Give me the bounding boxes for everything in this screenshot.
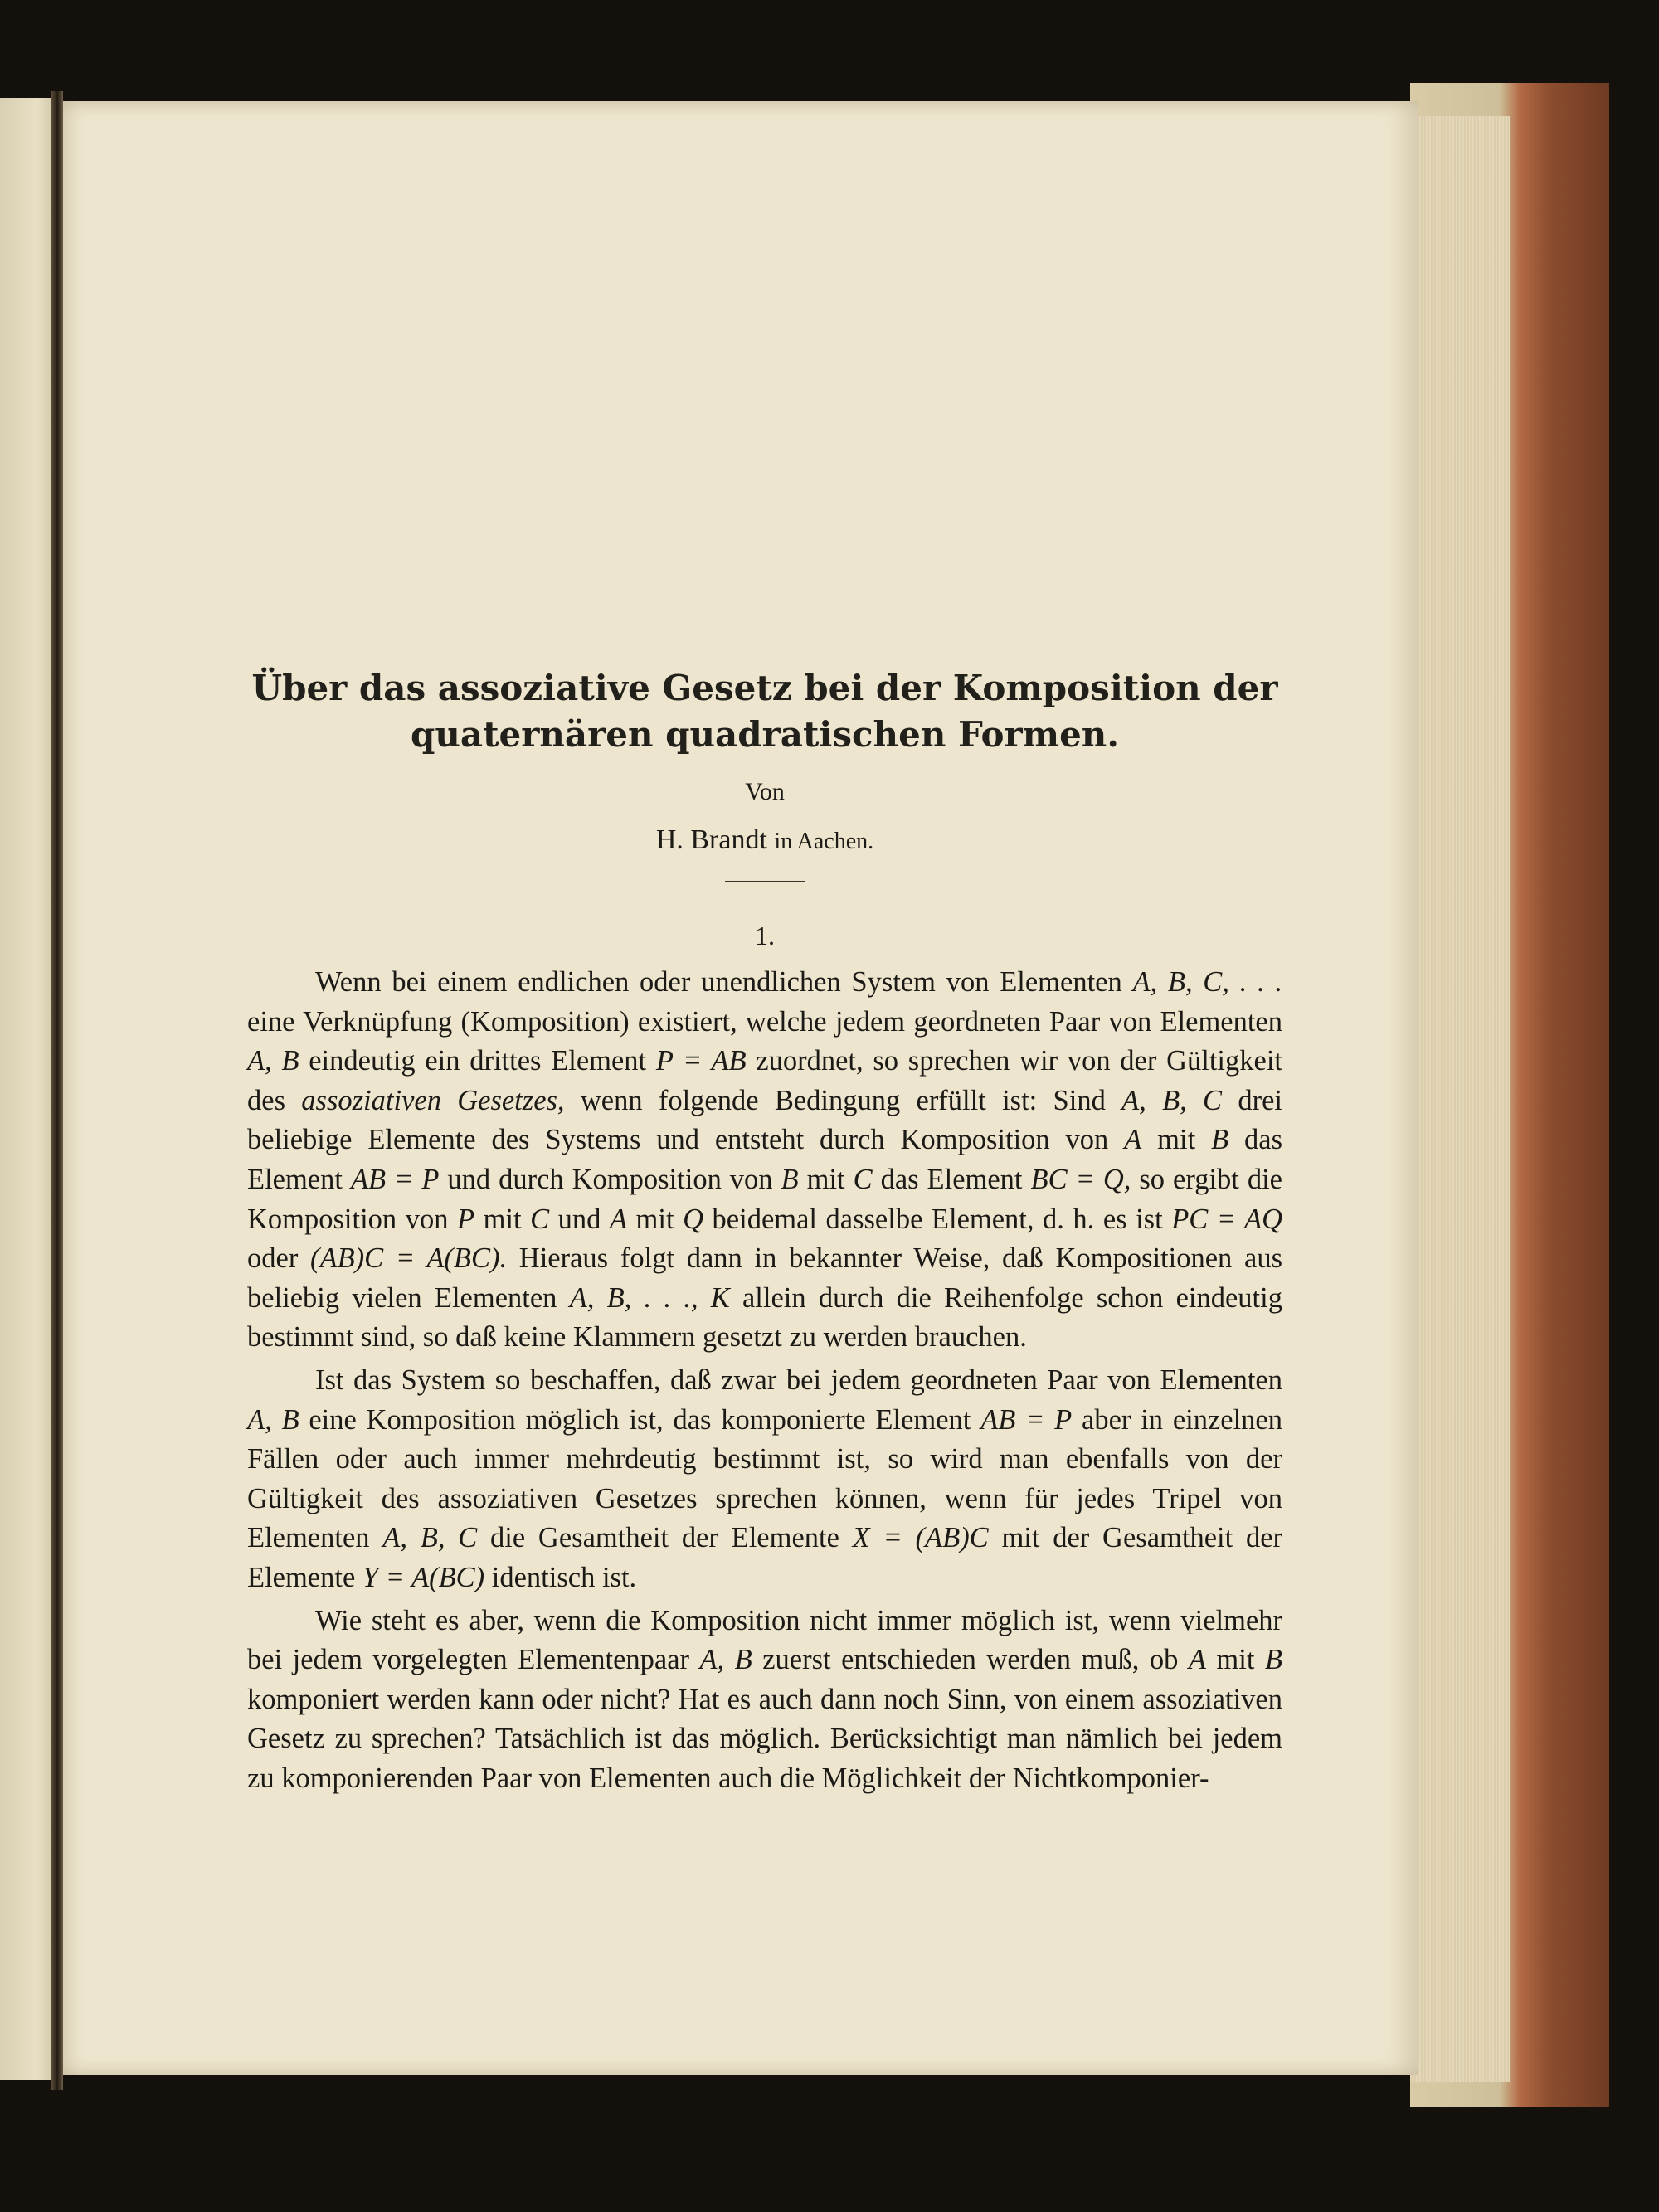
- math-expression: B: [781, 1163, 799, 1195]
- text-run: aber in einzelnen Fällen oder auch immer mehrdeutig bestimmt ist, so wird man ebenfalls von der Gültigkeit des assoziativen Gesetzes sprechen können, wenn für jedes Tripel von Elementen: [247, 1403, 1282, 1554]
- text-run: das Element: [872, 1163, 1031, 1195]
- math-expression: C: [853, 1163, 873, 1195]
- text-run: und: [549, 1203, 610, 1235]
- text-run: zuerst entschieden werden muß, ob: [752, 1644, 1189, 1676]
- text-run: das Element: [247, 1124, 1282, 1195]
- math-expression: A, B: [699, 1644, 752, 1676]
- math-expression: B: [1211, 1124, 1229, 1156]
- math-expression: A, B, C: [382, 1522, 478, 1554]
- math-expression: AB = P: [350, 1163, 440, 1195]
- text-run: mit der Gesamtheit der Elemente: [247, 1522, 1282, 1593]
- text-run: identisch ist.: [484, 1561, 637, 1593]
- math-expression: A: [609, 1203, 628, 1235]
- text-run: zuordnet, so sprechen wir von der Gültigkeit des: [247, 1045, 1282, 1116]
- text-run: komponiert werden kann oder nicht? Hat es auch dann noch Sinn, von einem assoziativen Gesetz zu sprechen? Tatsächlich ist das möglich. Berücksichtigt man nämlich bei jedem zu komponierenden Paar von Elementen auch die Möglichkeit der Nichtkomponier-: [247, 1683, 1282, 1794]
- text-run: wenn folgende Bedingung erfüllt ist: Sind: [564, 1084, 1122, 1116]
- text-run: oder: [247, 1242, 311, 1275]
- paragraph-3: [247, 1602, 1282, 1799]
- math-expression: (AB)C = A(BC).: [310, 1242, 508, 1275]
- paragraph-2: [247, 1361, 1282, 1598]
- math-expression: A, B, . . ., K: [569, 1281, 730, 1314]
- text-run: mit: [1205, 1644, 1265, 1676]
- math-expression: A, B: [247, 1045, 299, 1077]
- math-expression: P: [456, 1203, 475, 1235]
- math-expression: PC = AQ: [1171, 1203, 1282, 1235]
- text-run: eine Komposition möglich ist, das komponierte Element: [299, 1403, 981, 1436]
- book-gutter: [51, 91, 63, 2090]
- text-run: beidemal dasselbe Element, d. h. es ist: [703, 1203, 1172, 1235]
- title-line-1: Über das assoziative Gesetz bei der Komposition der: [251, 668, 1278, 708]
- author-line: [247, 824, 1282, 856]
- page-text-block: [247, 665, 1282, 1798]
- math-expression: assoziativen Gesetzes,: [301, 1084, 565, 1116]
- math-expression: A: [1188, 1644, 1206, 1676]
- text-run: allein durch die Reihenfolge schon eindeutig bestimmt sind, so daß keine Klammern gesetzt zu werden brauchen.: [247, 1281, 1282, 1354]
- math-expression: A: [1124, 1124, 1142, 1156]
- article-title: [247, 665, 1282, 758]
- title-line-2: quaternären quadratischen Formen.: [411, 714, 1119, 755]
- math-expression: AB = P: [980, 1403, 1073, 1436]
- text-run: eindeutig ein drittes Element: [299, 1045, 656, 1077]
- math-expression: A, B: [247, 1403, 299, 1436]
- section-number: 1.: [755, 921, 775, 950]
- math-expression: X = (AB)C: [852, 1522, 989, 1554]
- paragraph-1: [247, 963, 1282, 1358]
- text-run: und durch Komposition von: [439, 1163, 781, 1195]
- text-run: mit: [1141, 1124, 1212, 1156]
- text-run: Wenn bei einem endlichen oder unendlichen System von Elementen: [315, 966, 1133, 998]
- title-divider: [725, 881, 805, 882]
- math-expression: Q: [683, 1203, 704, 1235]
- math-expression: B: [1264, 1644, 1282, 1676]
- math-expression: A, B, C, . . .: [1132, 966, 1282, 998]
- author-name: H. Brandt: [655, 824, 767, 855]
- text-run: mit: [798, 1163, 854, 1195]
- author-location: in Aachen.: [774, 829, 874, 854]
- book-page: [61, 101, 1418, 2075]
- math-expression: P = AB: [655, 1045, 747, 1077]
- text-run: Ist das System so beschaffen, daß zwar bei jedem geordneten Paar von Elementen: [315, 1364, 1282, 1396]
- math-expression: BC = Q,: [1030, 1163, 1131, 1195]
- text-run: so ergibt die Komposition von: [247, 1163, 1282, 1235]
- math-expression: Y = A(BC): [362, 1561, 485, 1593]
- math-expression: C: [530, 1203, 550, 1235]
- text-run: Hieraus folgt dann in bekannter Weise, daß Kompositionen aus beliebig vielen Elementen: [247, 1242, 1282, 1314]
- text-run: eine Verknüpfung (Komposition) existiert, welche jedem geordneten Paar von Elementen: [247, 1005, 1282, 1038]
- text-run: mit: [627, 1203, 684, 1235]
- text-run: drei beliebige Elemente des Systems und entsteht durch Komposition von: [247, 1084, 1282, 1156]
- text-run: die Gesamtheit der Elemente: [477, 1522, 853, 1554]
- page-stack-edges: [1410, 116, 1510, 2082]
- text-run: mit: [474, 1203, 531, 1235]
- math-expression: A, B, C: [1121, 1084, 1223, 1116]
- byline: Von: [745, 778, 785, 805]
- text-run: Wie steht es aber, wenn die Komposition nicht immer möglich ist, wenn vielmehr bei jedem vorgelegten Elementenpaar: [247, 1604, 1282, 1676]
